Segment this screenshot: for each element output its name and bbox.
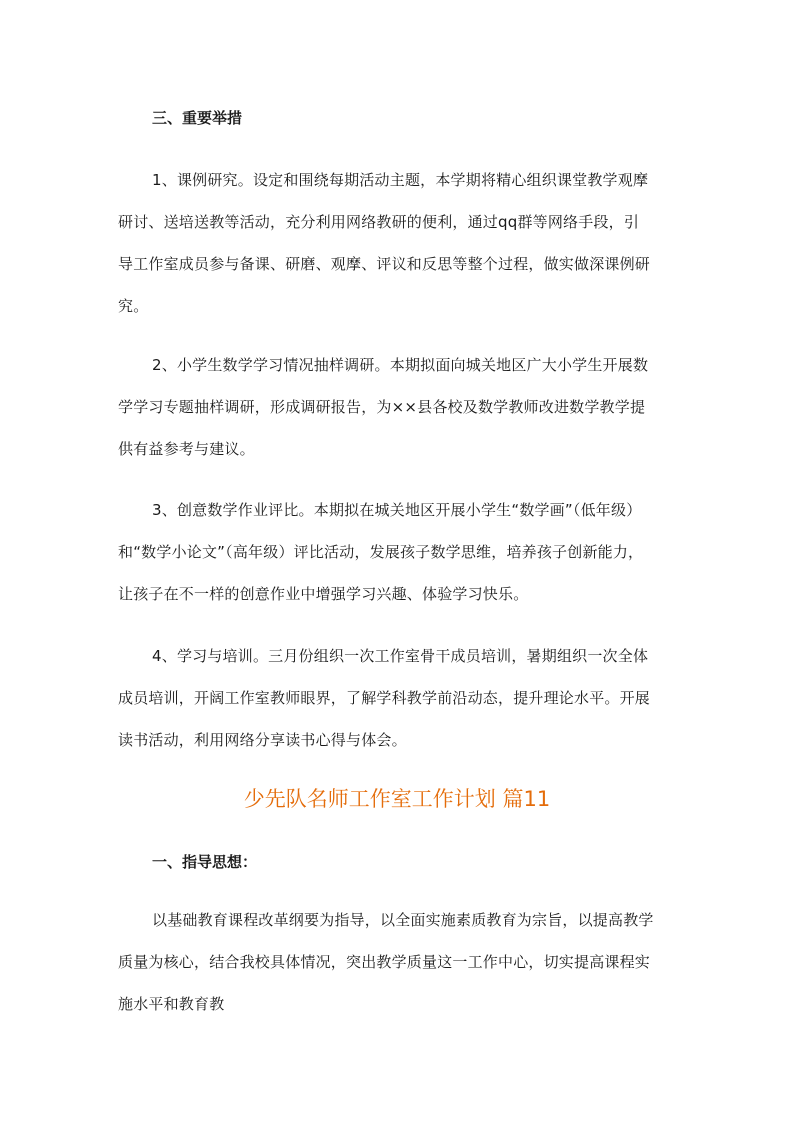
paragraph-line: 导工作室成员参与备课、研磨、观摩、评议和反思等整个过程，做实做深课例研 [118,255,651,273]
paragraph-line: 研讨、送培送教等活动，充分利用网络教研的便利，通过qq群等网络手段，引 [118,213,640,231]
paragraph-line: 3、创意数学作业评比。本期拟在城关地区开展小学生“数学画”（低年级） [152,501,642,519]
paragraph-line: 1、课例研究。设定和围绕每期活动主题，本学期将精心组织课堂教学观摩 [152,171,649,189]
paragraph-line: 质量为核心，结合我校具体情况，突出教学质量这一工作中心，切实提高课程实 [118,953,651,971]
paragraph-line: 成员培训，开阔工作室教师眼界，了解学科教学前沿动态，提升理论水平。开展 [118,689,651,707]
paragraph-guiding-ideology [118,899,678,1025]
paragraph-line: 4、学习与培训。三月份组织一次工作室骨干成员培训，暑期组织一次全体 [152,647,649,665]
paragraph-line: 学学习专题抽样调研，形成调研报告，为××县各校及数学教师改进数学教学提 [118,398,646,416]
paragraph-line: 供有益参考与建议。 [118,440,255,458]
paragraph-line: 让孩子在不一样的创意作业中增强学习兴趣、体验学习快乐。 [118,585,529,603]
paragraph-survey [118,344,678,470]
section-heading-measures: 三、重要举措 [152,109,243,127]
paragraph-line: 以基础教育课程改革纲要为指导，以全面实施素质教育为宗旨，以提高教学 [152,911,654,929]
paragraph-line: 读书活动，利用网络分享读书心得与体会。 [118,731,407,749]
paragraph-homework-contest [118,489,678,615]
paragraph-line: 施水平和教育教 [118,995,225,1013]
paragraph-line: 究。 [118,297,149,315]
paragraph-case-study [118,159,678,327]
section-heading-guiding-ideology: 一、指导思想： [152,853,258,871]
paragraph-training [118,635,678,761]
paragraph-line: 和“数学小论文”（高年级）评比活动，发展孩子数学思维，培养孩子创新能力， [118,543,644,561]
article-title: 少先队名师工作室工作计划 篇11 [243,787,551,811]
paragraph-line: 2、小学生数学学习情况抽样调研。本期拟面向城关地区广大小学生开展数 [152,356,649,374]
